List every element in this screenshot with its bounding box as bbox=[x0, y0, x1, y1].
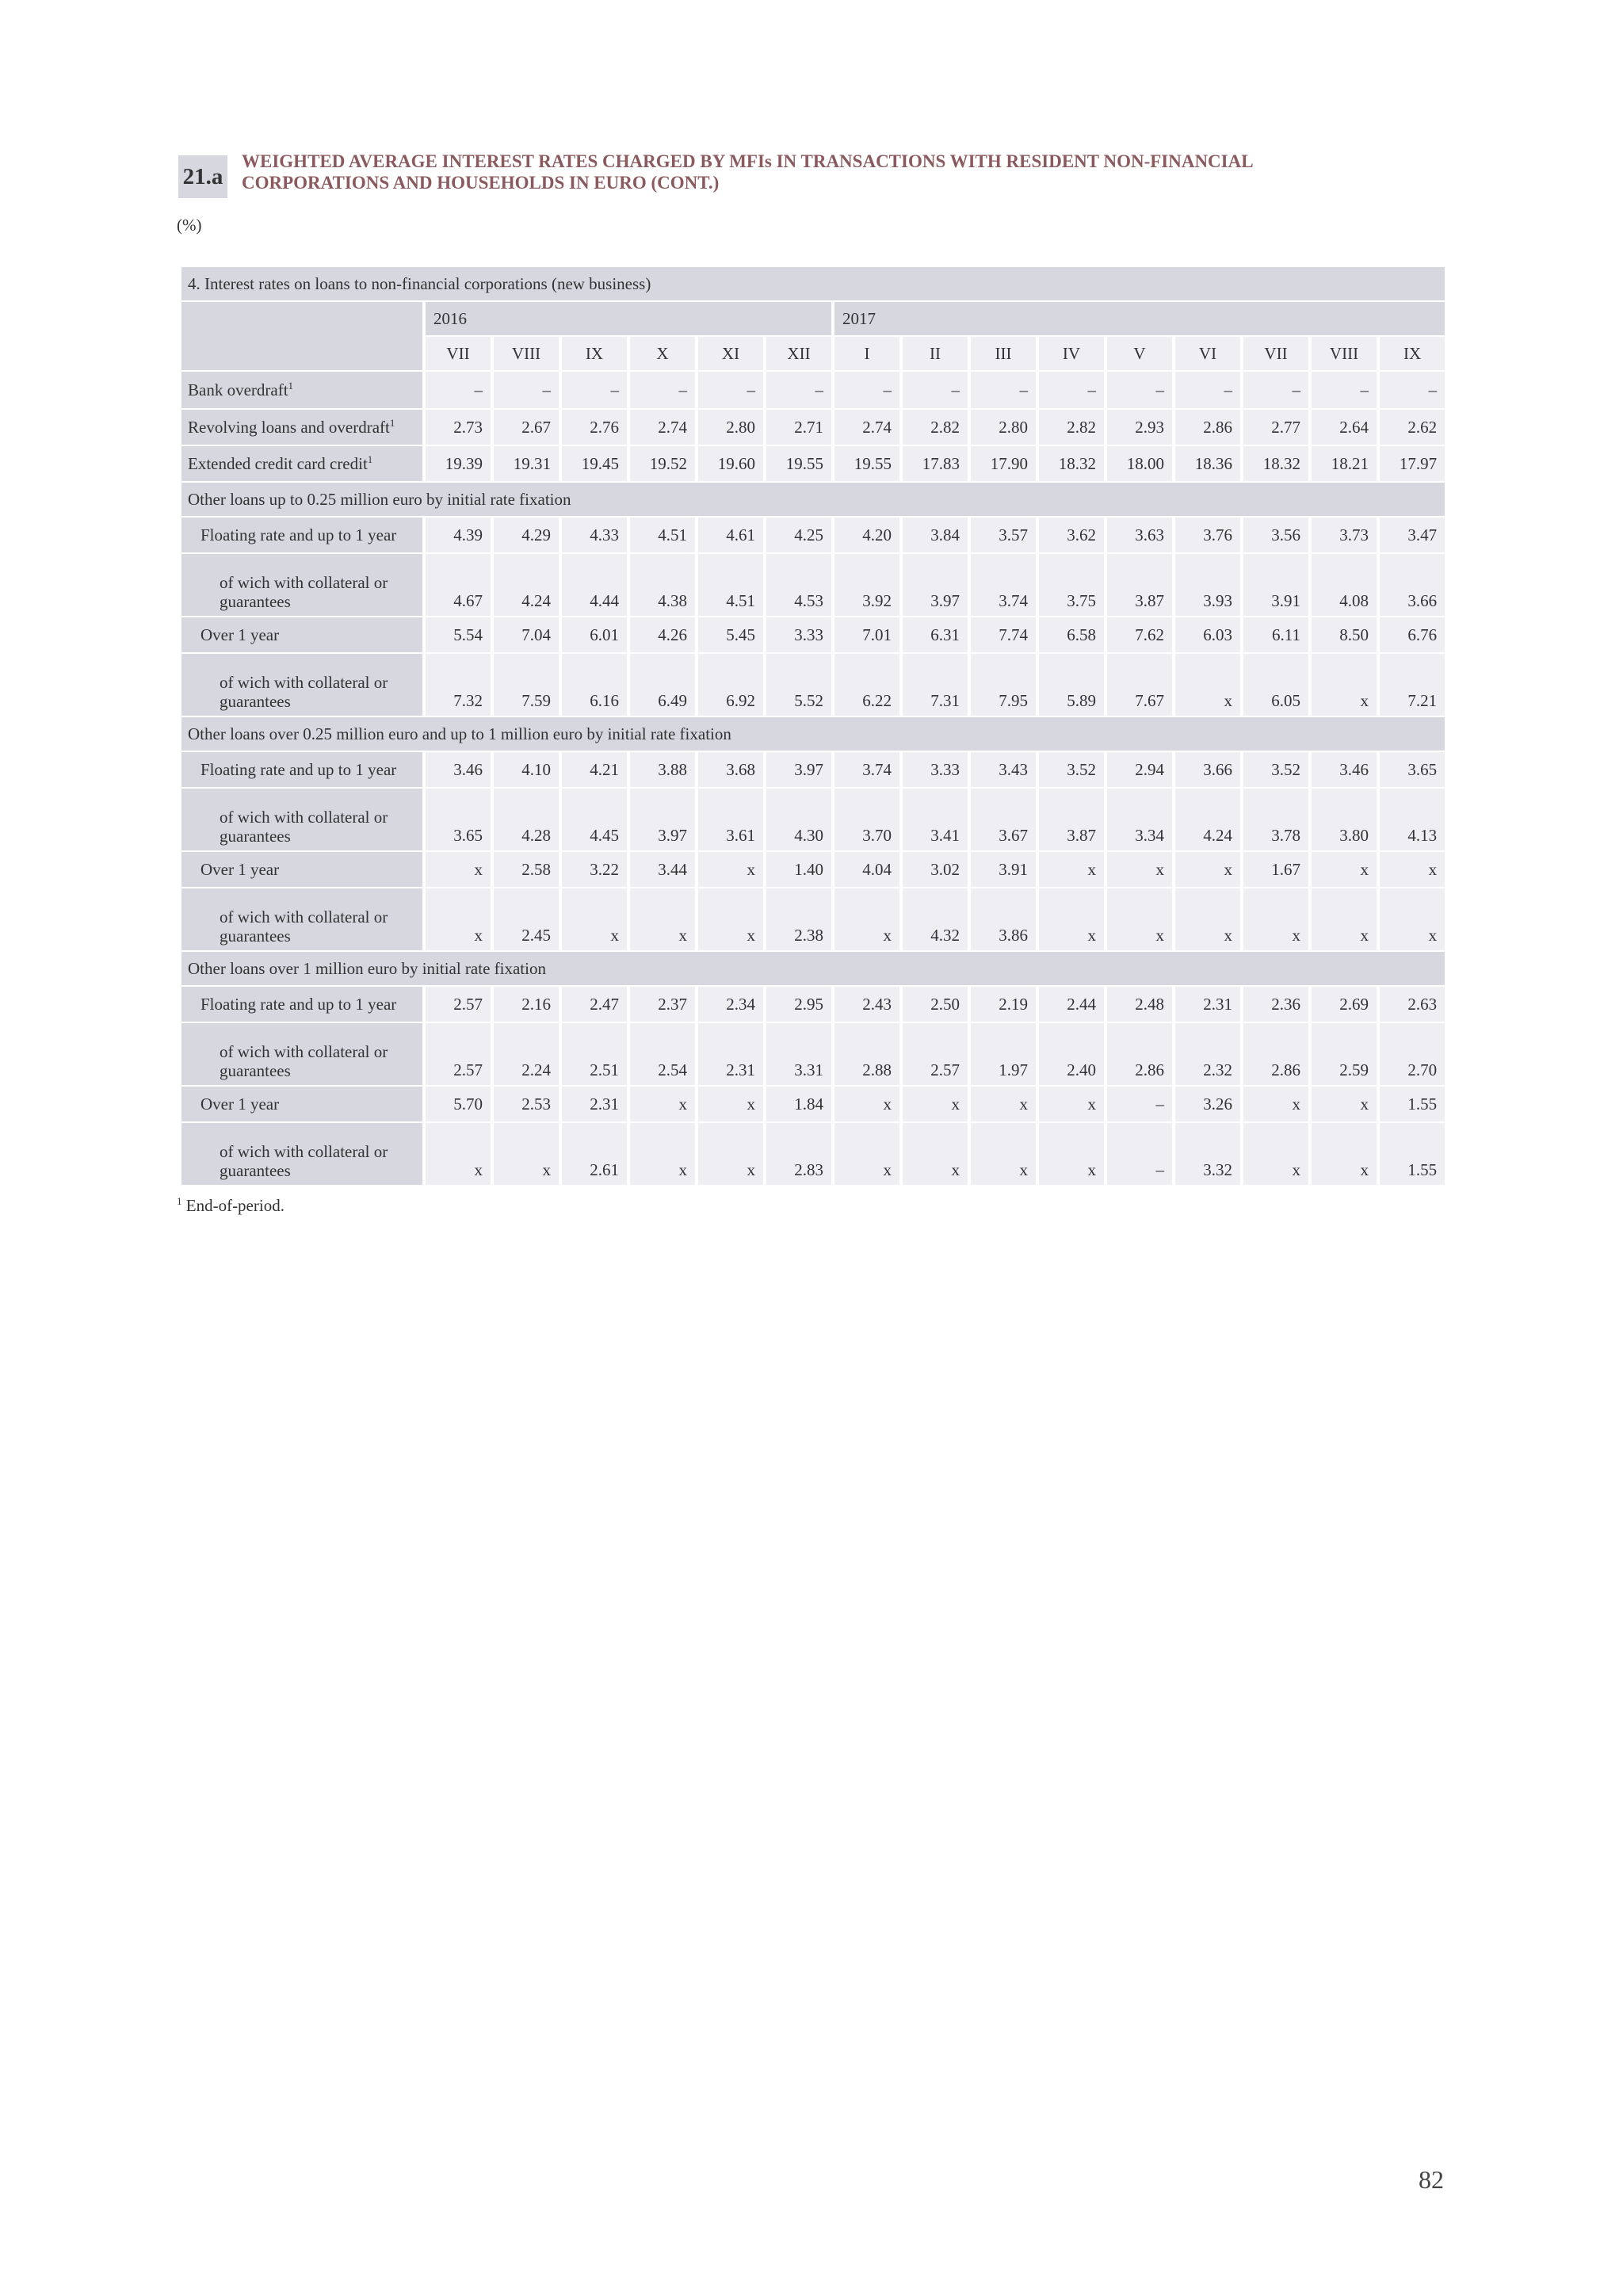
value-cell: x bbox=[903, 1087, 968, 1121]
value-cell: 2.43 bbox=[834, 987, 899, 1022]
value-cell: x bbox=[426, 888, 491, 950]
value-cell: 17.97 bbox=[1380, 446, 1445, 481]
value-cell: 3.41 bbox=[903, 789, 968, 850]
value-cell: x bbox=[1312, 654, 1377, 716]
table-title-line-1: WEIGHTED AVERAGE INTEREST RATES CHARGED BY MFIs IN TRANSACTIONS WITH RESIDENT NON-FINANCIAL bbox=[242, 151, 1254, 171]
value-cell: x bbox=[630, 1087, 695, 1121]
value-cell: x bbox=[630, 888, 695, 950]
value-cell: 2.32 bbox=[1175, 1023, 1240, 1085]
value-cell: – bbox=[1175, 372, 1240, 408]
value-cell: 3.80 bbox=[1312, 789, 1377, 850]
value-cell: 3.52 bbox=[1039, 752, 1104, 787]
value-cell: – bbox=[1312, 372, 1377, 408]
value-cell: 3.97 bbox=[766, 752, 831, 787]
value-cell: 2.77 bbox=[1243, 410, 1308, 445]
value-cell: 3.44 bbox=[630, 852, 695, 887]
row-label: of wich with collateral or guarantees bbox=[181, 1123, 422, 1185]
value-cell: 19.31 bbox=[494, 446, 559, 481]
page-number: 82 bbox=[1419, 2165, 1444, 2194]
value-cell: 4.45 bbox=[562, 789, 627, 850]
year-2017-header: 2017 bbox=[834, 302, 1445, 335]
month-header: III bbox=[971, 337, 1036, 370]
row-label-text: Revolving loans and overdraft bbox=[188, 418, 390, 437]
value-cell: 4.51 bbox=[698, 554, 763, 616]
value-cell: 5.45 bbox=[698, 617, 763, 652]
value-cell: x bbox=[494, 1123, 559, 1185]
value-cell: x bbox=[698, 852, 763, 887]
row-label: of wich with collateral or guarantees bbox=[181, 1023, 422, 1085]
value-cell: – bbox=[1243, 372, 1308, 408]
value-cell: 7.32 bbox=[426, 654, 491, 716]
table-row bbox=[181, 617, 1445, 652]
value-cell: 6.76 bbox=[1380, 617, 1445, 652]
value-cell: x bbox=[630, 1123, 695, 1185]
value-cell: 2.80 bbox=[971, 410, 1036, 445]
value-cell: 3.66 bbox=[1175, 752, 1240, 787]
subsection-title-row bbox=[181, 717, 1445, 751]
value-cell: 3.84 bbox=[903, 518, 968, 552]
value-cell: 2.37 bbox=[630, 987, 695, 1022]
value-cell: 6.03 bbox=[1175, 617, 1240, 652]
value-cell: 19.60 bbox=[698, 446, 763, 481]
value-cell: 4.67 bbox=[426, 554, 491, 616]
value-cell: 7.62 bbox=[1107, 617, 1172, 652]
value-cell: x bbox=[1039, 852, 1104, 887]
value-cell: 3.31 bbox=[766, 1023, 831, 1085]
value-cell: 3.73 bbox=[1312, 518, 1377, 552]
value-cell: 4.33 bbox=[562, 518, 627, 552]
value-cell: 6.05 bbox=[1243, 654, 1308, 716]
value-cell: x bbox=[971, 1123, 1036, 1185]
table-header bbox=[178, 151, 1462, 206]
value-cell: 1.55 bbox=[1380, 1087, 1445, 1121]
value-cell: x bbox=[1243, 1087, 1308, 1121]
value-cell: x bbox=[1380, 852, 1445, 887]
value-cell: x bbox=[1175, 852, 1240, 887]
month-header: V bbox=[1107, 337, 1172, 370]
value-cell: 4.10 bbox=[494, 752, 559, 787]
value-cell: x bbox=[698, 1123, 763, 1185]
value-cell: 4.25 bbox=[766, 518, 831, 552]
value-cell: 2.80 bbox=[698, 410, 763, 445]
value-cell: 2.58 bbox=[494, 852, 559, 887]
value-cell: 6.11 bbox=[1243, 617, 1308, 652]
value-cell: 3.91 bbox=[1243, 554, 1308, 616]
value-cell: x bbox=[1107, 852, 1172, 887]
value-cell: 5.52 bbox=[766, 654, 831, 716]
value-cell: 19.45 bbox=[562, 446, 627, 481]
value-cell: 3.57 bbox=[971, 518, 1036, 552]
value-cell: 2.93 bbox=[1107, 410, 1172, 445]
value-cell: 7.21 bbox=[1380, 654, 1445, 716]
value-cell: 3.86 bbox=[971, 888, 1036, 950]
row-label bbox=[181, 410, 422, 445]
value-cell: 3.97 bbox=[630, 789, 695, 850]
table-row bbox=[181, 852, 1445, 887]
value-cell: 2.40 bbox=[1039, 1023, 1104, 1085]
value-cell: 2.57 bbox=[426, 987, 491, 1022]
value-cell: 3.88 bbox=[630, 752, 695, 787]
value-cell: 3.65 bbox=[1380, 752, 1445, 787]
value-cell: x bbox=[1107, 888, 1172, 950]
value-cell: 3.70 bbox=[834, 789, 899, 850]
value-cell: x bbox=[562, 888, 627, 950]
value-cell: 2.24 bbox=[494, 1023, 559, 1085]
value-cell: x bbox=[698, 888, 763, 950]
value-cell: 19.55 bbox=[766, 446, 831, 481]
value-cell: x bbox=[971, 1087, 1036, 1121]
value-cell: x bbox=[1380, 888, 1445, 950]
row-label: of wich with collateral or guarantees bbox=[181, 888, 422, 950]
value-cell: 4.44 bbox=[562, 554, 627, 616]
value-cell: 4.61 bbox=[698, 518, 763, 552]
table-row bbox=[181, 518, 1445, 552]
value-cell: 7.74 bbox=[971, 617, 1036, 652]
value-cell: 4.26 bbox=[630, 617, 695, 652]
value-cell: 3.78 bbox=[1243, 789, 1308, 850]
value-cell: 1.84 bbox=[766, 1087, 831, 1121]
value-cell: 5.89 bbox=[1039, 654, 1104, 716]
value-cell: 4.21 bbox=[562, 752, 627, 787]
value-cell: 3.97 bbox=[903, 554, 968, 616]
value-cell: 3.76 bbox=[1175, 518, 1240, 552]
table-row bbox=[181, 1087, 1445, 1121]
value-cell: 17.90 bbox=[971, 446, 1036, 481]
value-cell: 2.86 bbox=[1243, 1023, 1308, 1085]
table-title-line-2: CORPORATIONS AND HOUSEHOLDS IN EURO (CONT.) bbox=[242, 173, 720, 193]
value-cell: x bbox=[834, 1123, 899, 1185]
section-title: 4. Interest rates on loans to non-financial corporations (new business) bbox=[181, 267, 1445, 300]
value-cell: 3.93 bbox=[1175, 554, 1240, 616]
value-cell: 2.57 bbox=[903, 1023, 968, 1085]
year-header-row bbox=[181, 302, 1445, 335]
table-row bbox=[181, 410, 1445, 445]
month-header: II bbox=[903, 337, 968, 370]
value-cell: 3.43 bbox=[971, 752, 1036, 787]
value-cell: 7.01 bbox=[834, 617, 899, 652]
value-cell: 2.31 bbox=[562, 1087, 627, 1121]
value-cell: x bbox=[1312, 1087, 1377, 1121]
month-header: XII bbox=[766, 337, 831, 370]
value-cell: x bbox=[426, 852, 491, 887]
value-cell: 1.55 bbox=[1380, 1123, 1445, 1185]
value-cell: – bbox=[698, 372, 763, 408]
value-cell: – bbox=[1107, 1123, 1172, 1185]
value-cell: 2.82 bbox=[903, 410, 968, 445]
value-cell: 4.13 bbox=[1380, 789, 1445, 850]
value-cell: 4.39 bbox=[426, 518, 491, 552]
value-cell: 5.54 bbox=[426, 617, 491, 652]
value-cell: 4.32 bbox=[903, 888, 968, 950]
header-blank-cell bbox=[181, 302, 422, 370]
value-cell: 2.44 bbox=[1039, 987, 1104, 1022]
value-cell: – bbox=[1039, 372, 1104, 408]
value-cell: 2.34 bbox=[698, 987, 763, 1022]
section-title-row bbox=[181, 267, 1445, 300]
value-cell: x bbox=[1312, 852, 1377, 887]
value-cell: x bbox=[698, 1087, 763, 1121]
unit-label: (%) bbox=[177, 216, 202, 235]
value-cell: 3.63 bbox=[1107, 518, 1172, 552]
value-cell: 6.49 bbox=[630, 654, 695, 716]
value-cell: 3.33 bbox=[903, 752, 968, 787]
month-header: IX bbox=[562, 337, 627, 370]
table-row bbox=[181, 987, 1445, 1022]
value-cell: 4.53 bbox=[766, 554, 831, 616]
footnote-marker: 1 bbox=[177, 1195, 182, 1207]
subsection-title-row bbox=[181, 952, 1445, 985]
value-cell: 2.59 bbox=[1312, 1023, 1377, 1085]
value-cell: 2.47 bbox=[562, 987, 627, 1022]
value-cell: 2.95 bbox=[766, 987, 831, 1022]
value-cell: x bbox=[1243, 888, 1308, 950]
value-cell: 2.16 bbox=[494, 987, 559, 1022]
value-cell: 18.21 bbox=[1312, 446, 1377, 481]
value-cell: 3.66 bbox=[1380, 554, 1445, 616]
table-row bbox=[181, 888, 1445, 950]
value-cell: 2.76 bbox=[562, 410, 627, 445]
value-cell: 2.36 bbox=[1243, 987, 1308, 1022]
table-title bbox=[242, 151, 1462, 193]
value-cell: x bbox=[1039, 1123, 1104, 1185]
table-row bbox=[181, 1123, 1445, 1185]
value-cell: 18.32 bbox=[1039, 446, 1104, 481]
value-cell: – bbox=[1107, 1087, 1172, 1121]
value-cell: 3.67 bbox=[971, 789, 1036, 850]
value-cell: 1.97 bbox=[971, 1023, 1036, 1085]
value-cell: 19.52 bbox=[630, 446, 695, 481]
value-cell: – bbox=[903, 372, 968, 408]
value-cell: 3.32 bbox=[1175, 1123, 1240, 1185]
value-cell: x bbox=[1039, 1087, 1104, 1121]
row-label: of wich with collateral or guarantees bbox=[181, 654, 422, 716]
month-header: IX bbox=[1380, 337, 1445, 370]
year-2016-header: 2016 bbox=[426, 302, 831, 335]
value-cell: 2.31 bbox=[1175, 987, 1240, 1022]
value-cell: 19.55 bbox=[834, 446, 899, 481]
value-cell: 2.74 bbox=[834, 410, 899, 445]
value-cell: 2.82 bbox=[1039, 410, 1104, 445]
value-cell: 4.29 bbox=[494, 518, 559, 552]
value-cell: 3.68 bbox=[698, 752, 763, 787]
value-cell: – bbox=[1107, 372, 1172, 408]
row-label: of wich with collateral or guarantees bbox=[181, 554, 422, 616]
value-cell: 4.04 bbox=[834, 852, 899, 887]
table-row bbox=[181, 752, 1445, 787]
value-cell: 7.59 bbox=[494, 654, 559, 716]
value-cell: 3.56 bbox=[1243, 518, 1308, 552]
month-header: VIII bbox=[1312, 337, 1377, 370]
value-cell: x bbox=[903, 1123, 968, 1185]
value-cell: 3.87 bbox=[1107, 554, 1172, 616]
value-cell: 6.31 bbox=[903, 617, 968, 652]
value-cell: 1.40 bbox=[766, 852, 831, 887]
value-cell: x bbox=[834, 1087, 899, 1121]
value-cell: 3.47 bbox=[1380, 518, 1445, 552]
value-cell: 8.50 bbox=[1312, 617, 1377, 652]
footnote-ref: 1 bbox=[389, 417, 395, 429]
value-cell: 2.53 bbox=[494, 1087, 559, 1121]
value-cell: 2.62 bbox=[1380, 410, 1445, 445]
value-cell: 6.01 bbox=[562, 617, 627, 652]
value-cell: 3.26 bbox=[1175, 1087, 1240, 1121]
value-cell: 3.87 bbox=[1039, 789, 1104, 850]
value-cell: 2.64 bbox=[1312, 410, 1377, 445]
row-label bbox=[181, 446, 422, 481]
value-cell: 4.28 bbox=[494, 789, 559, 850]
value-cell: 6.92 bbox=[698, 654, 763, 716]
table-row bbox=[181, 654, 1445, 716]
row-label: Over 1 year bbox=[181, 1087, 422, 1121]
value-cell: 2.50 bbox=[903, 987, 968, 1022]
value-cell: 2.86 bbox=[1107, 1023, 1172, 1085]
row-label: Floating rate and up to 1 year bbox=[181, 518, 422, 552]
value-cell: 4.24 bbox=[1175, 789, 1240, 850]
value-cell: – bbox=[494, 372, 559, 408]
value-cell: 2.48 bbox=[1107, 987, 1172, 1022]
subsection-title-row bbox=[181, 483, 1445, 516]
month-header: IV bbox=[1039, 337, 1104, 370]
table-row bbox=[181, 1023, 1445, 1085]
value-cell: – bbox=[630, 372, 695, 408]
value-cell: 3.91 bbox=[971, 852, 1036, 887]
month-header: VII bbox=[426, 337, 491, 370]
subsection-title: Other loans over 1 million euro by initial rate fixation bbox=[181, 952, 1445, 985]
value-cell: 4.08 bbox=[1312, 554, 1377, 616]
value-cell: x bbox=[834, 888, 899, 950]
value-cell: 2.69 bbox=[1312, 987, 1377, 1022]
month-header: I bbox=[834, 337, 899, 370]
value-cell: 3.52 bbox=[1243, 752, 1308, 787]
row-label-text: Extended credit card credit bbox=[188, 454, 368, 473]
value-cell: – bbox=[1380, 372, 1445, 408]
value-cell: 2.57 bbox=[426, 1023, 491, 1085]
value-cell: – bbox=[426, 372, 491, 408]
table-number-badge: 21.a bbox=[178, 155, 227, 198]
value-cell: x bbox=[1243, 1123, 1308, 1185]
table-row bbox=[181, 446, 1445, 481]
value-cell: 2.61 bbox=[562, 1123, 627, 1185]
value-cell: – bbox=[766, 372, 831, 408]
value-cell: 7.04 bbox=[494, 617, 559, 652]
subsection-title: Other loans up to 0.25 million euro by initial rate fixation bbox=[181, 483, 1445, 516]
value-cell: 2.88 bbox=[834, 1023, 899, 1085]
row-label-text: Bank overdraft bbox=[188, 380, 288, 399]
value-cell: 3.92 bbox=[834, 554, 899, 616]
value-cell: 3.33 bbox=[766, 617, 831, 652]
footnote-ref: 1 bbox=[367, 453, 373, 465]
footnote-ref: 1 bbox=[288, 380, 294, 392]
value-cell: x bbox=[1175, 888, 1240, 950]
row-label: Over 1 year bbox=[181, 617, 422, 652]
table-row bbox=[181, 372, 1445, 408]
month-header: VI bbox=[1175, 337, 1240, 370]
value-cell: 3.65 bbox=[426, 789, 491, 850]
value-cell: 17.83 bbox=[903, 446, 968, 481]
value-cell: 3.34 bbox=[1107, 789, 1172, 850]
value-cell: 5.70 bbox=[426, 1087, 491, 1121]
value-cell: 18.00 bbox=[1107, 446, 1172, 481]
value-cell: 2.70 bbox=[1380, 1023, 1445, 1085]
value-cell: 4.30 bbox=[766, 789, 831, 850]
value-cell: x bbox=[1312, 1123, 1377, 1185]
value-cell: 7.95 bbox=[971, 654, 1036, 716]
value-cell: 19.39 bbox=[426, 446, 491, 481]
value-cell: 2.19 bbox=[971, 987, 1036, 1022]
value-cell: 2.83 bbox=[766, 1123, 831, 1185]
value-cell: 3.74 bbox=[834, 752, 899, 787]
value-cell: 2.63 bbox=[1380, 987, 1445, 1022]
month-header: VIII bbox=[494, 337, 559, 370]
value-cell: 3.22 bbox=[562, 852, 627, 887]
value-cell: 2.86 bbox=[1175, 410, 1240, 445]
table-row bbox=[181, 554, 1445, 616]
value-cell: 1.67 bbox=[1243, 852, 1308, 887]
value-cell: 7.67 bbox=[1107, 654, 1172, 716]
value-cell: 18.36 bbox=[1175, 446, 1240, 481]
value-cell: 4.38 bbox=[630, 554, 695, 616]
row-label bbox=[181, 372, 422, 408]
value-cell: 4.51 bbox=[630, 518, 695, 552]
value-cell: 18.32 bbox=[1243, 446, 1308, 481]
footnote-text: End-of-period. bbox=[185, 1196, 285, 1215]
value-cell: – bbox=[834, 372, 899, 408]
value-cell: 6.16 bbox=[562, 654, 627, 716]
value-cell: 6.58 bbox=[1039, 617, 1104, 652]
value-cell: 4.20 bbox=[834, 518, 899, 552]
value-cell: 2.54 bbox=[630, 1023, 695, 1085]
value-cell: 2.38 bbox=[766, 888, 831, 950]
value-cell: 3.02 bbox=[903, 852, 968, 887]
value-cell: 3.74 bbox=[971, 554, 1036, 616]
interest-rates-table bbox=[178, 266, 1448, 1186]
value-cell: 2.31 bbox=[698, 1023, 763, 1085]
value-cell: – bbox=[971, 372, 1036, 408]
month-header: VII bbox=[1243, 337, 1308, 370]
row-label: Over 1 year bbox=[181, 852, 422, 887]
value-cell: 2.71 bbox=[766, 410, 831, 445]
value-cell: 3.61 bbox=[698, 789, 763, 850]
row-label: Floating rate and up to 1 year bbox=[181, 987, 422, 1022]
value-cell: x bbox=[1175, 654, 1240, 716]
month-header: XI bbox=[698, 337, 763, 370]
row-label: Floating rate and up to 1 year bbox=[181, 752, 422, 787]
value-cell: 7.31 bbox=[903, 654, 968, 716]
subsection-title: Other loans over 0.25 million euro and up to 1 million euro by initial rate fixation bbox=[181, 717, 1445, 751]
value-cell: 2.94 bbox=[1107, 752, 1172, 787]
value-cell: 2.73 bbox=[426, 410, 491, 445]
table-row bbox=[181, 789, 1445, 850]
value-cell: 3.46 bbox=[426, 752, 491, 787]
value-cell: x bbox=[1039, 888, 1104, 950]
value-cell: 2.51 bbox=[562, 1023, 627, 1085]
value-cell: 2.45 bbox=[494, 888, 559, 950]
value-cell: 3.62 bbox=[1039, 518, 1104, 552]
value-cell: 3.46 bbox=[1312, 752, 1377, 787]
value-cell: 2.74 bbox=[630, 410, 695, 445]
value-cell: – bbox=[562, 372, 627, 408]
value-cell: 2.67 bbox=[494, 410, 559, 445]
value-cell: 3.75 bbox=[1039, 554, 1104, 616]
footnote bbox=[177, 1195, 285, 1216]
value-cell: 4.24 bbox=[494, 554, 559, 616]
value-cell: x bbox=[1312, 888, 1377, 950]
month-header: X bbox=[630, 337, 695, 370]
value-cell: 6.22 bbox=[834, 654, 899, 716]
row-label: of wich with collateral or guarantees bbox=[181, 789, 422, 850]
value-cell: x bbox=[426, 1123, 491, 1185]
